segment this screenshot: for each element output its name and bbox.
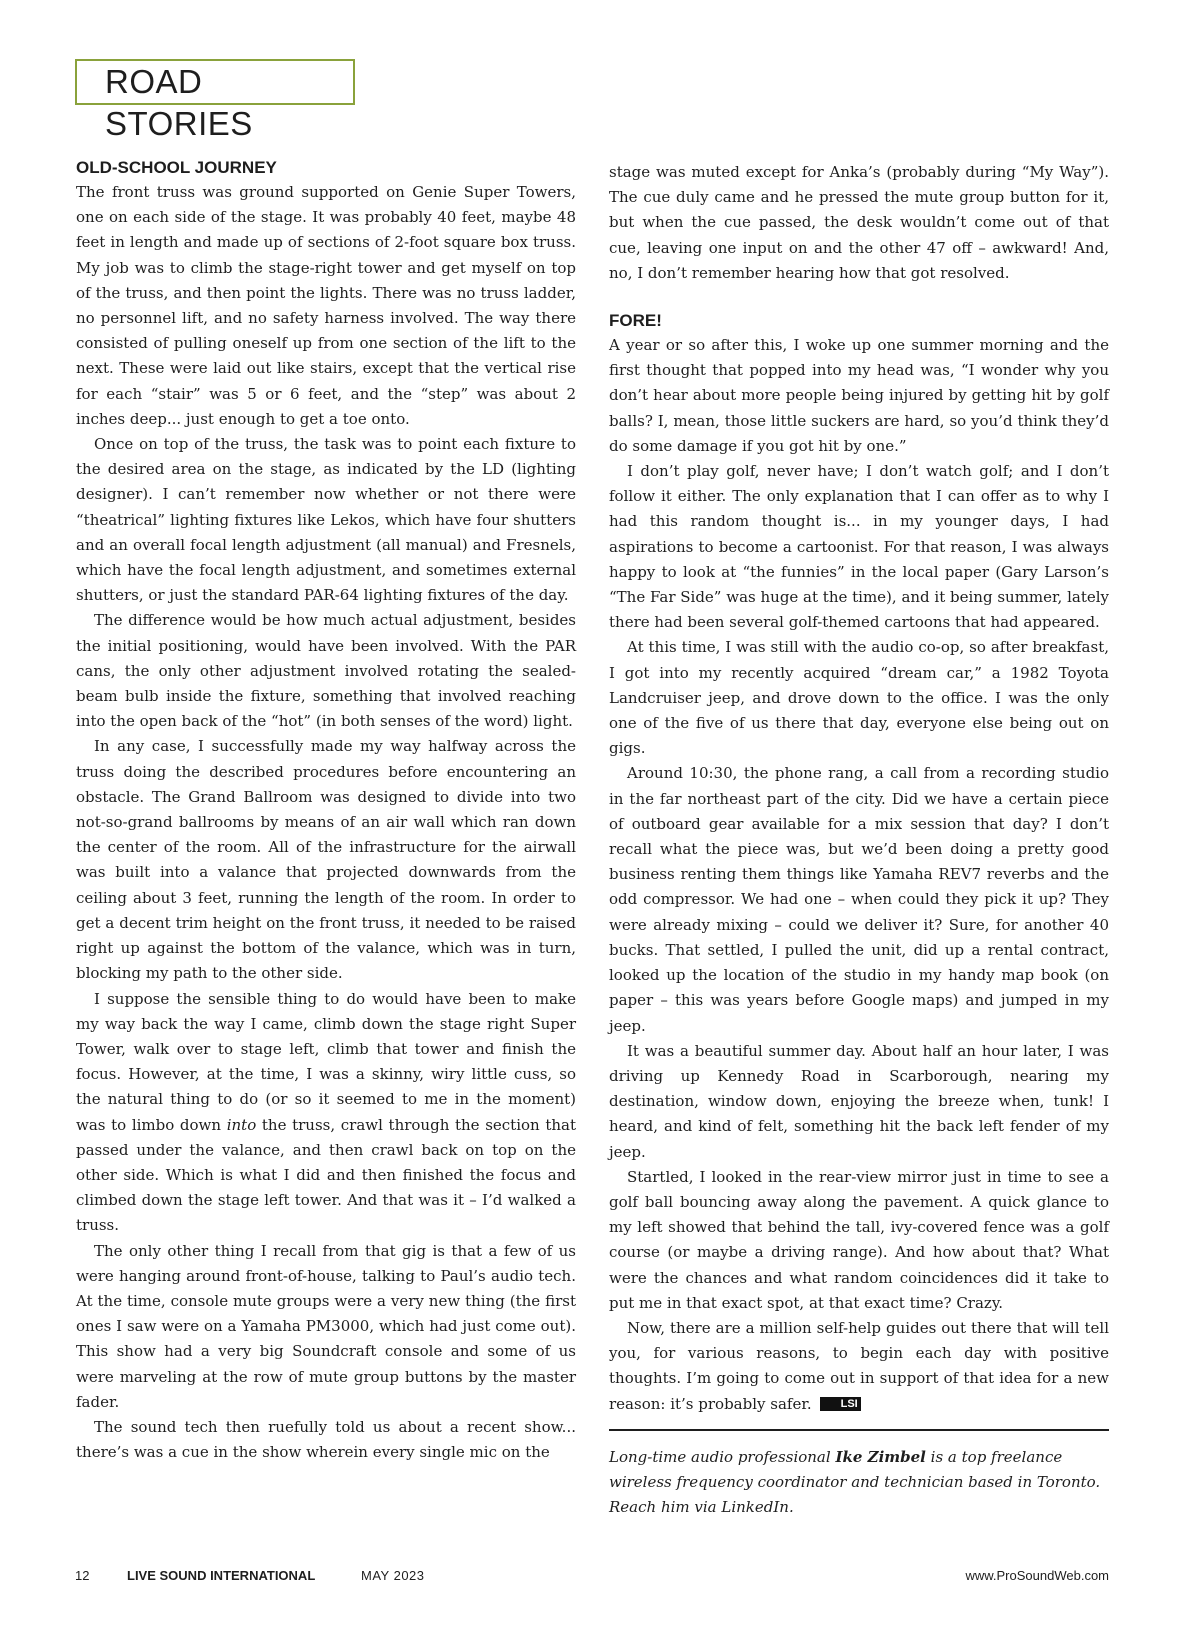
right-column [609,160,1109,1520]
text-run: the truss, crawl through the section that passed under the valance, and then crawl back on top on the other side. Which is what I did and then finished the focus and climbed down the stage left tower. And that was it – I’d walked a truss. [76,1115,576,1235]
section-heading-old-school-journey: OLD-SCHOOL JOURNEY [76,158,277,177]
body-paragraph: Around 10:30, the phone rang, a call from a recording studio in the far northeast part of the city. Did we have a certain piece of outboard gear available for a mix session that day? I don’t recall what the piece was, but we’d been doing a pretty good business renting them things like Yamaha REV7 reverbs and the odd compressor. We had one – when could they pick it up? They were already mixing – could we deliver it? Sure, for another 40 bucks. That settled, I pulled the unit, did up a rental contract, looked up the location of the studio in my handy map book (on paper – this was years before Google maps) and jumped in my jeep. [609,764,1109,1035]
body-paragraph: It was a beautiful summer day. About half an hour later, I was driving up Kennedy Road in Scarborough, nearing my destination, window down, enjoying the breeze when, tunk! I heard, and kind of felt, something hit the back left fender of my jeep. [609,1041,1109,1161]
end-mark: LSI [820,1397,861,1411]
body-paragraph: The sound tech then ruefully told us about a recent show... there’s was a cue in the show wherein every single mic on the [76,1417,576,1462]
body-paragraph: A year or so after this, I woke up one summer morning and the first thought that popped into my head was, “I wonder why you don’t hear about more people being injured by getting hit by golf balls? I, mean, those little suckers are hard, so you’d think they’d do some damage if you got hit by one.” [609,336,1109,455]
text-run: I suppose the sensible thing to do would have been to make my way back the way I came, climb down the stage right Super Tower, walk over to stage left, climb that tower and finish the focus. However, at the time, I was a skinny, wiry little cuss, so the natural thing to do (or so it seemed to me in the moment) was to limbo down [76,989,576,1134]
section-heading-fore: FORE! [609,311,662,331]
text-run: is a top freelance wireless frequency coordinator and technician based in Toronto. Reach him via LinkedIn. [609,1447,1101,1516]
divider [609,1429,1109,1431]
author-bio [609,1445,1109,1520]
body-paragraph: I don’t play golf, never have; I don’t watch golf; and I don’t follow it either. The only explanation that I can offer as to why I had this random thought is... in my younger days, I had aspirations to become a cartoonist. For that reason, I was always happy to look at “the funnies” in the local paper (Gary Larson’s “The Far Side” was huge at the time), and it being summer, lately there had been several golf-themed cartoons that had appeared. [609,462,1109,632]
issue-date: MAY 2023 [361,1568,425,1583]
website-url: www.ProSoundWeb.com [965,1568,1109,1583]
left-column [76,156,576,1465]
body-paragraph [609,1316,1109,1417]
body-paragraph: The difference would be how much actual adjustment, besides the initial positioning, would have been involved. With the PAR cans, the only other adjustment involved rotating the sealed-beam bulb inside the fixture, something that involved reaching into the open back of the “hot” (in both senses of the word) light. [76,611,576,731]
body-paragraph: In any case, I successfully made my way halfway across the truss doing the described procedures before encountering an obstacle. The Grand Ballroom was designed to divide into two not-so-grand ballrooms by means of an air wall which ran down the center of the room. All of the infrastructure for the airwall was built into a valance that projected downwards from the ceiling about 3 feet, running the length of the room. In order to get a decent trim height on the front truss, it needed to be raised right up against the bottom of the valance, which was in turn, blocking my path to the other side. [76,737,576,983]
emphasis-text: into [226,1115,257,1134]
section-label: ROAD STORIES [75,59,355,105]
body-paragraph: Startled, I looked in the rear-view mirror just in time to see a golf ball bouncing away along the pavement. A quick glance to my left showed that behind the tall, ivy-covered fence was a golf course (or maybe a driving range). And how about that? What were the chances and what random coincidences did it take to put me in that exact spot, at that exact time? Crazy. [609,1167,1109,1312]
author-name: Ike Zimbel [835,1447,926,1466]
magazine-title: LIVE SOUND INTERNATIONAL [127,1568,316,1583]
page-number: 12 [75,1568,90,1583]
text-run: Long-time audio professional [609,1447,836,1466]
text-run: Now, there are a million self-help guides out there that will tell you, for various reasons, to begin each day with positive thoughts. I’m going to come out in support of that idea for a new reason: it’s probably safer. [609,1318,1109,1413]
body-paragraph [76,987,576,1239]
body-paragraph: The only other thing I recall from that gig is that a few of us were hanging around front-of-house, talking to Paul’s audio tech. At the time, console mute groups were a very new thing (the first ones I saw were on a Yamaha PM3000, which had just come out). This show had a very big Soundcraft console and some of us were marveling at the row of mute group buttons by the master fader. [76,1241,576,1411]
body-paragraph: The front truss was ground supported on Genie Super Towers, one on each side of the stage. It was probably 40 feet, maybe 48 feet in length and made up of sections of 2-foot square box truss. My job was to climb the stage-right tower and get myself on top of the truss, and then point the lights. There was no truss ladder, no personnel lift, and no safety harness involved. The way there consisted of pulling oneself up from one section of the lift to the next. These were laid out like stairs, except that the vertical rise for each “stair” was 5 or 6 feet, and the “step” was about 2 inches deep... just enough to get a toe onto. [76,183,576,428]
body-paragraph: At this time, I was still with the audio co-op, so after breakfast, I got into my recently acquired “dream car,” a 1982 Toyota Landcruiser jeep, and drove down to the office. I was the only one of the five of us there that day, everyone else being out on gigs. [609,638,1109,758]
body-paragraph: stage was muted except for Anka’s (probably during “My Way”). The cue duly came and he pressed the mute group button for it, but when the cue passed, the desk wouldn’t come out of that cue, leaving one input on and the other 47 off – awkward! And, no, I don’t remember hearing how that got resolved. [609,163,1109,282]
body-paragraph: Once on top of the truss, the task was to point each fixture to the desired area on the stage, as indicated by the LD (lighting designer). I can’t remember now whether or not there were “theatrical” lighting fixtures like Lekos, which have four shutters and an overall focal length adjustment (all manual) and Fresnels, which have the focal length adjustment, and sometimes external shutters, or just the standard PAR-64 lighting fixtures of the day. [76,435,576,605]
